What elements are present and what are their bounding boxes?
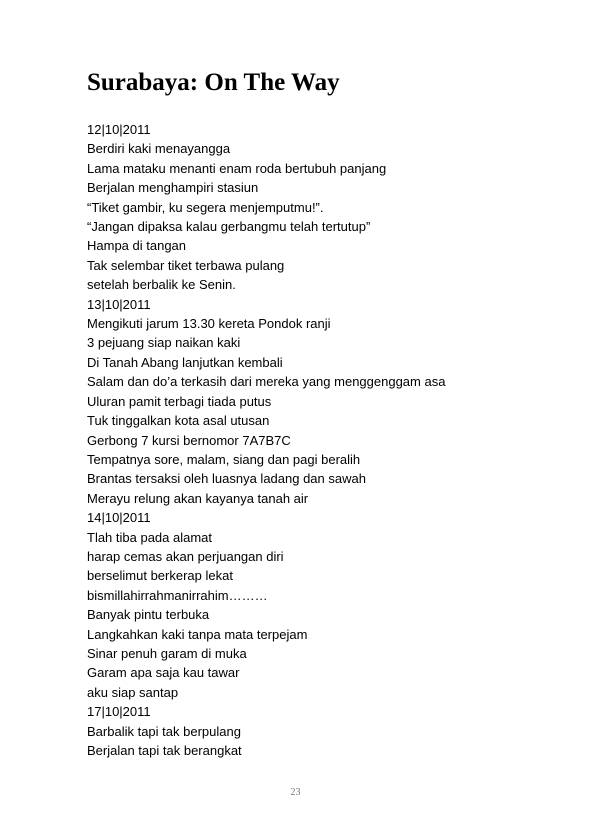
- poem-line: Barbalik tapi tak berpulang: [87, 723, 241, 739]
- poem-line: harap cemas akan perjuangan diri: [87, 548, 284, 564]
- poem-line: “Tiket gambir, ku segera menjemputmu!”.: [87, 199, 324, 215]
- poem-line: Merayu relung akan kayanya tanah air: [87, 490, 309, 506]
- poem-line: “Jangan dipaksa kalau gerbangmu telah tertutup”: [87, 219, 371, 235]
- poem-line: Di Tanah Abang lanjutkan kembali: [87, 354, 283, 370]
- poem-line: Mengikuti jarum 13.30 kereta Pondok ranji: [87, 316, 331, 332]
- date-line: 12|10|2011: [87, 122, 151, 137]
- poem-line: Tlah tiba pada alamat: [87, 529, 213, 545]
- poem-line: Lama mataku menanti enam roda bertubuh panjang: [87, 160, 387, 176]
- poem-line: Tak selembar tiket terbawa pulang: [87, 257, 285, 273]
- poem-body: [87, 120, 445, 760]
- page-number: 23: [290, 787, 301, 798]
- poem-line: Tuk tinggalkan kota asal utusan: [87, 413, 270, 429]
- poem-line: Gerbong 7 kursi bernomor 7A7B7C: [87, 432, 291, 448]
- poem-line: Langkahkan kaki tanpa mata terpejam: [87, 626, 308, 642]
- page-title: Surabaya: On The Way: [87, 69, 340, 96]
- date-line: 14|10|2011: [87, 510, 151, 526]
- date-line: 13|10|2011: [87, 296, 151, 312]
- poem-line: Salam dan do’a terkasih dari mereka yang menggenggam asa: [87, 374, 446, 390]
- poem-line: 3 pejuang siap naikan kaki: [87, 335, 241, 351]
- poem-line: Berdiri kaki menayangga: [87, 141, 231, 157]
- poem-line: bismillahirrahmanirrahim………: [87, 587, 268, 603]
- date-line: 17|10|2011: [87, 704, 151, 720]
- poem-line: setelah berbalik ke Senin.: [87, 277, 236, 293]
- poem-line: Banyak pintu terbuka: [87, 607, 210, 623]
- poem-line: Hampa di tangan: [87, 238, 187, 254]
- poem-line: Berjalan menghampiri stasiun: [87, 180, 259, 196]
- poem-line: Sinar penuh garam di muka: [87, 645, 247, 661]
- poem-line: Berjalan tapi tak berangkat: [87, 743, 242, 758]
- poem-line: berselimut berkerap lekat: [87, 568, 233, 584]
- poem-line: Garam apa saja kau tawar: [87, 665, 240, 681]
- poem-line: Tempatnya sore, malam, siang dan pagi beralih: [87, 451, 361, 467]
- poem-line: Uluran pamit terbagi tiada putus: [87, 393, 272, 409]
- poem-line: aku siap santap: [87, 684, 179, 700]
- poem-line: Brantas tersaksi oleh luasnya ladang dan sawah: [87, 471, 366, 487]
